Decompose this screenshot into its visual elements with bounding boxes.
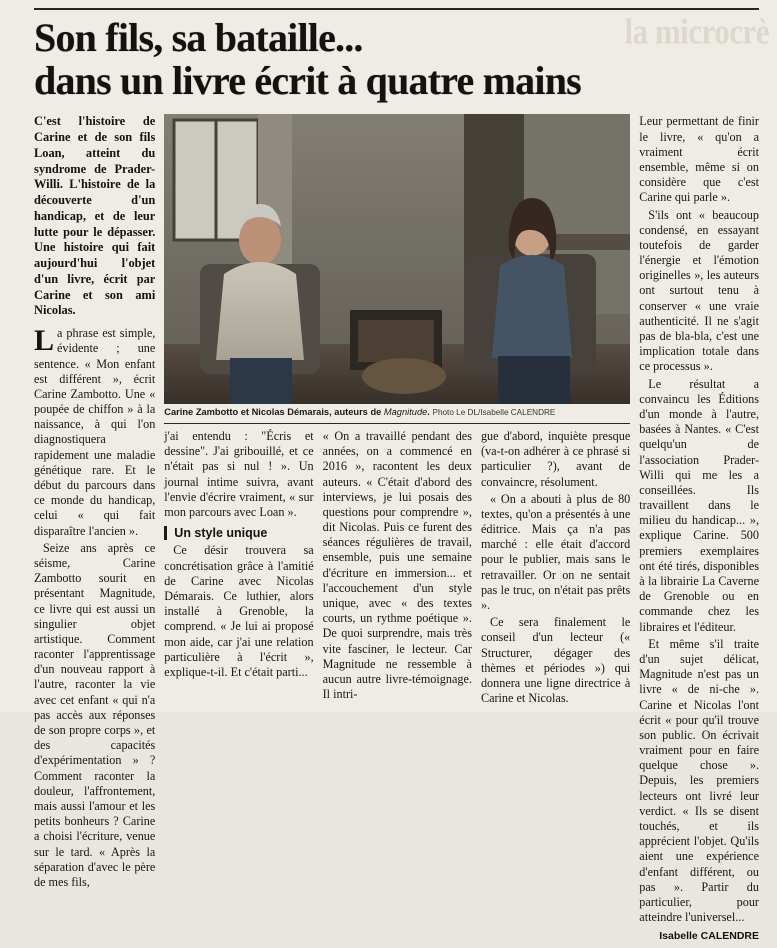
column-1 bbox=[34, 114, 155, 942]
caption-italic: Magnitude bbox=[383, 407, 428, 418]
paragraph: Et même s'il traite d'un sujet délicat, Magnitude n'est pas un livre « de ni-che ». Carine et Nicolas l'ont écrit « pour qu'il trouve son public. On écrivait vraiment pour en faire quelque chose ». Depuis, les premiers lecteurs ont livré leur verdict. « Ils se disent touchés, et ils apprécient l'objet. Qu'ils aient une expérience d'enfant différent, ou pas ». Partir du particulier, pour atteindre l'universel... bbox=[639, 636, 759, 925]
paragraph: j'ai entendu : "Écris et dessine". J'ai gribouillé, et ce n'était pas si nul ! ». Un journal intime suivra, avant l'envie d'écrire vraiment, « sur mon parcours avec Loan ». bbox=[164, 428, 314, 519]
paragraph: Seize ans après ce séisme, Carine Zambotto sourit en présentant Magnitude, ce livre qui est aussi un singulier objet artistique. Comment raconter l'apprentissage d'un nouveau rapport à l'autre, raconter la vie avec cet enfant « qui n'a pas accès aux réponses de son propre corps », et des capacités d'expérimentation » ? Comment raconter la douleur, l'affrontement, mais aussi l'amour et les petits bonheurs ? Carine a choisi l'écriture, venue sur le tard. « Après la séparation d'avec le père de mes fils, bbox=[34, 540, 156, 889]
center-subcolumns bbox=[164, 429, 630, 708]
paragraph: Ce désir trouvera sa concrétisation grâce à l'amitié de Carine avec Nicolas Démarais. Ce luthier, alors installé à Grenoble, la comprend. « Je lui ai proposé mon aide, car j'ai une relation particulière à l'écrit », explique-t-il. Et c'était parti... bbox=[164, 543, 314, 679]
paragraph: « On a travaillé pendant des années, on a commencé en 2016 », racontent les deux auteurs. « C'était d'abord des interviews, je lui posais des questions pour comprendre », dit Nicolas. Puis ce furent des séances régulières de travail, ensemble, puis une semaine d'écriture en immersion... et l'accouchement d'un style unique, avec « des textes courts, un rythme poétique ». De quoi surprendre, mais très vite fasciner, le lecteur. Car Magnitude ne ressemble à aucun autre livre-témoignage. Il intri- bbox=[322, 428, 472, 702]
paragraph: S'ils ont « beaucoup condensé, en essayant toutefois de garder l'énergie et l'émotion originelles », les auteurs ont surtout tenu à conserver « une vraie authenticité. Il ne s'agit pas de bla-bla, c'est une implication totale dans ce processus ». bbox=[639, 207, 759, 374]
column-2 bbox=[164, 429, 313, 708]
column-group-center bbox=[164, 114, 630, 942]
column-5 bbox=[639, 114, 759, 942]
column-4 bbox=[481, 429, 630, 708]
article-body bbox=[0, 104, 777, 948]
headline-line-1: Son fils, sa bataille... bbox=[34, 15, 363, 60]
paragraph: « On a abouti à plus de 80 textes, qu'on a présentés à une éditrice. Mais ça n'a pas marché : elle était d'accord pour le publier, mais sans le retravailler. Or on ne sentait pas le truc, on n'était pas prêts ». bbox=[480, 491, 631, 613]
paragraph: Le résultat a convaincu les Éditions d'un monde à l'autre, basées à Nantes. « C'est quelqu'un de l'association Prader-Willi qui me les a conseillées. Ils travaillent dans le milieu du handicap... », explique Carine. 500 premiers exemplaires ont été tirés, disponibles à la librairie La Caverne de Grenoble ou en commande chez les libraires et l'éditeur. bbox=[639, 376, 759, 634]
photo-credit: Photo Le DL/Isabelle CALENDRE bbox=[432, 408, 556, 418]
ghost-bleed-text: la microcrè bbox=[624, 11, 769, 52]
column-3 bbox=[323, 429, 472, 708]
photo-caption bbox=[164, 404, 630, 424]
photo-block bbox=[164, 114, 630, 424]
byline: Isabelle CALENDRE bbox=[659, 930, 759, 943]
section-subhead: Un style unique bbox=[164, 526, 313, 540]
caption-end: . bbox=[427, 407, 430, 418]
paragraph: La phrase est simple, évidente ; une sentence. « Mon enfant est différent », écrit Carine Zambotto. Une « poupée de chiffon » à la naissance, à qui l'on diagnostiquera rapidement une maladie génétique rare. Et le début du parcours dans ce monde du handicap, celui « qui fait disparaître l'ancien ». bbox=[34, 324, 156, 538]
paragraph: Leur permettant de finir le livre, « qu'on a vraiment écrit ensemble, même si on considère que c'est Carine qui parle ». bbox=[639, 114, 759, 205]
standfirst: C'est l'histoire de Carine et de son fils Loan, atteint du syndrome de Prader-Willi. L'histoire de la découverte d'un handicap, et de leur lutte pour le dépasser. Une histoire qui fait aujourd'hui l'objet d'un livre, écrit par Carine et son ami Nicolas. bbox=[34, 114, 156, 318]
paragraph: gue d'abord, inquiète presque (va-t-on adhérer à ce phrasé si particulier ?), avant de convaincre, résolument. bbox=[480, 428, 631, 489]
page-title bbox=[0, 0, 777, 104]
caption-text: Carine Zambotto et Nicolas Démarais, auteurs de bbox=[164, 407, 384, 418]
paragraph: Ce sera finalement le conseil d'un lecteur (« Structurer, dégager des thèmes et périodes ») qui donnera une ligne directrice à Carine et Nicolas. bbox=[480, 615, 631, 706]
headline-line-2: dans un livre écrit à quatre mains bbox=[34, 58, 581, 104]
article-photo bbox=[164, 114, 630, 404]
